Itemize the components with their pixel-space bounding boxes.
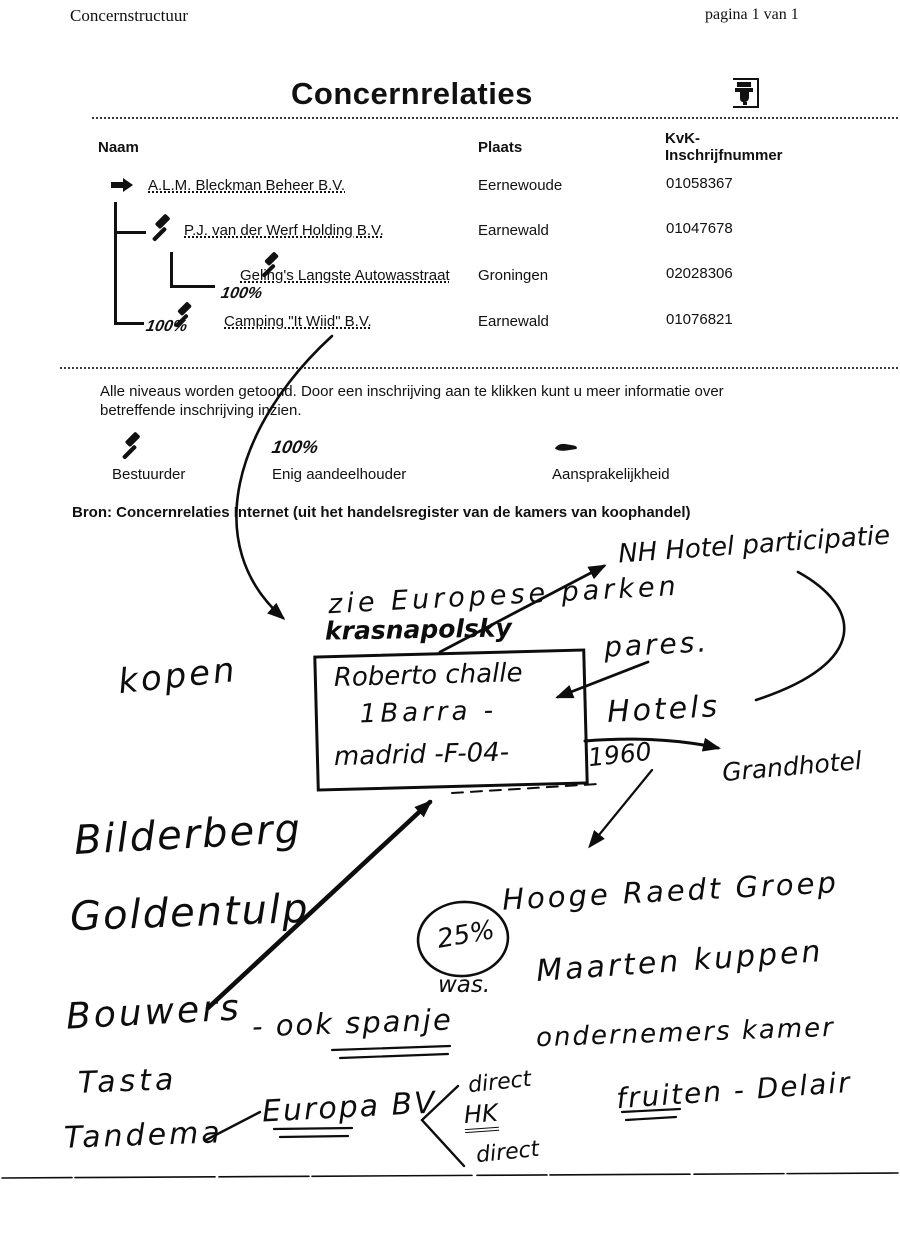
hw-nh-hotel: NH Hotel participatie (617, 520, 892, 570)
hw-maarten-kuppen: Maarten kuppen (535, 934, 825, 989)
explanatory-note: Alle niveaus worden getoond. Door een inschrijving aan te klikken kunt u meer informatie over betreffende inschrijving inzien. (100, 383, 724, 419)
curve-right-margin (756, 572, 844, 700)
hw-hotels: Hotels (606, 689, 721, 730)
plaats-cell: Earnewald (478, 222, 549, 239)
hw-was: was. (438, 972, 491, 998)
hw-1960: 1960 (586, 736, 653, 773)
tree-line-stub-row2 (114, 231, 146, 234)
plaats-cell: Eernewoude (478, 177, 563, 194)
hw-tandema: Tandema (63, 1115, 224, 1156)
dotted-divider-top (92, 117, 898, 119)
europa-double-underline (274, 1128, 352, 1137)
hw-fruiten-delair: fruiten - Delair (615, 1065, 853, 1116)
hw-europa-bv: Europa BV (261, 1085, 438, 1130)
ownership-percent: 100% (144, 318, 189, 335)
hw-direct-top: direct (466, 1066, 533, 1099)
plaats-cell: Groningen (478, 267, 549, 284)
pointing-hand-icon (553, 440, 579, 454)
tree-line-vertical (114, 202, 117, 325)
hw-grandhotel: Grandhotel (721, 745, 863, 788)
hw-zie-europese-parken: zie Europese parken (327, 570, 681, 621)
hw-krasnapolsky: krasnapolsky (324, 613, 513, 646)
legend-label-aansprakelijkheid: Aansprakelijkheid (552, 466, 670, 483)
hw-bilderberg: Bilderberg (72, 806, 304, 864)
arrow-to-hooge-raedt (590, 770, 652, 846)
report-title: Concernrelaties (291, 76, 533, 111)
company-link[interactable]: A.L.M. Bleckman Beheer B.V. (148, 177, 346, 194)
legend-label-aandeelhouder: Enig aandeelhouder (272, 466, 407, 483)
kvk-cell: 01058367 (666, 175, 733, 192)
legend-percent-symbol: 100% (270, 437, 320, 457)
column-header-kvk-2: Inschrijfnummer (665, 147, 783, 164)
tree-line-vertical-sub (170, 252, 173, 288)
hw-25-percent: 25% (434, 915, 497, 955)
kvk-cell: 01047678 (666, 220, 733, 237)
hw-barra: 1Barra - (359, 695, 498, 730)
column-header-naam: Naam (98, 139, 139, 156)
company-link[interactable]: Camping "It Wiid" B.V. (224, 313, 372, 330)
page-number: pagina 1 van 1 (705, 6, 799, 23)
hw-ondernemers-kamer: ondernemers kamer (535, 1012, 836, 1054)
hw-tasta: Tasta (77, 1062, 178, 1101)
company-link[interactable]: P.J. van der Werf Holding B.V. (184, 222, 384, 239)
hw-madrid: madrid -F-04- (333, 737, 510, 773)
spanje-double-underline (332, 1046, 450, 1058)
tree-line-stub-row3 (170, 285, 215, 288)
hw-box (313, 648, 588, 791)
hw-direct-bottom: direct (474, 1136, 541, 1169)
hw-kopen: kopen (116, 649, 240, 703)
document-header-left: Concernstructuur (70, 6, 189, 25)
gavel-icon (147, 212, 177, 242)
hw-pares: pares. (603, 625, 710, 664)
hw-goldentulp: Goldentulp (69, 885, 311, 941)
kvk-cell: 01076821 (666, 311, 733, 328)
column-header-plaats: Plaats (478, 139, 523, 156)
company-link[interactable]: Geling's Langste Autowasstraat (240, 267, 450, 284)
column-header-kvk-1: KvK- (665, 130, 701, 147)
hw-ook-spanje: - ook spanje (251, 1002, 454, 1044)
hw-hk: HK (463, 1099, 499, 1133)
gavel-icon (117, 430, 147, 460)
arrow-right-icon (110, 177, 134, 193)
hw-roberto-challe: Roberto challe (333, 658, 523, 694)
hw-bouwers: Bouwers (65, 987, 243, 1038)
printer-icon[interactable] (733, 78, 759, 108)
dotted-divider-bottom (60, 367, 898, 369)
kvk-cell: 02028306 (666, 265, 733, 282)
scan-artifact-line (2, 1173, 898, 1178)
hw-hooge-raedt: Hooge Raedt Groep (501, 865, 840, 917)
ownership-percent: 100% (219, 285, 264, 302)
plaats-cell: Earnewald (478, 313, 549, 330)
tree-line-stub-row4 (114, 322, 144, 325)
source-line: Bron: Concernrelaties Internet (uit het handelsregister van de kamers van koophandel) (72, 504, 691, 521)
legend-label-bestuurder: Bestuurder (112, 466, 186, 483)
